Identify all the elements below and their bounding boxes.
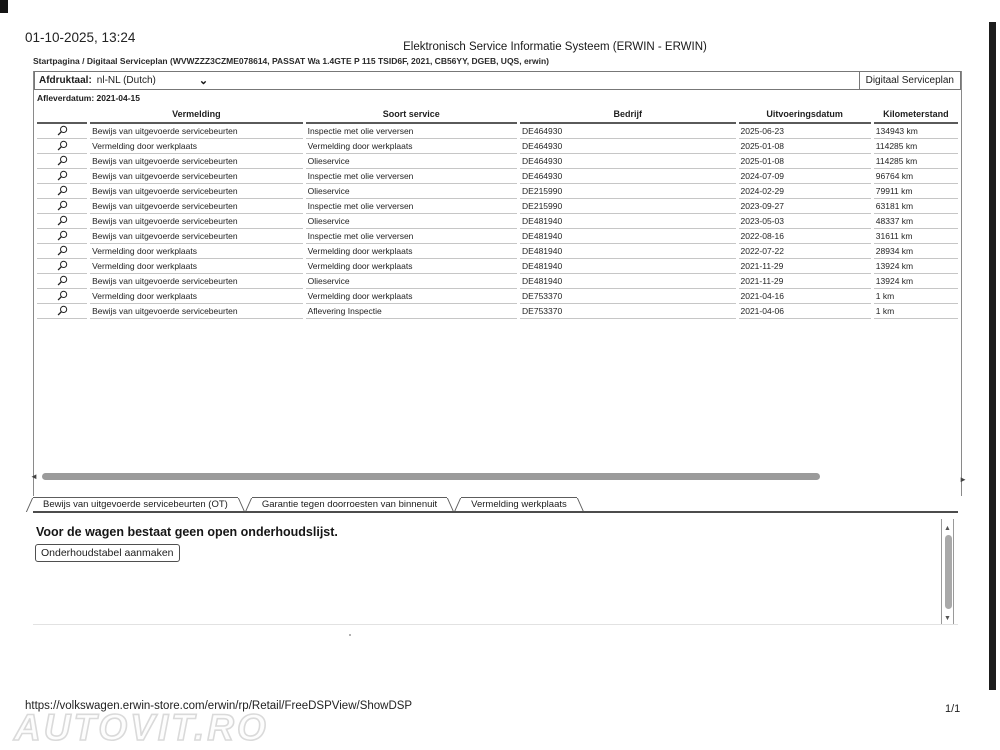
digital-serviceplan-title: Digitaal Serviceplan bbox=[859, 71, 961, 90]
row-action-cell bbox=[37, 244, 87, 259]
cell-vermelding: Bewijs van uitgevoerde servicebeurten bbox=[90, 274, 302, 289]
cell-soort-service: Vermelding door werkplaats bbox=[306, 289, 517, 304]
column-header-vermelding: Vermelding bbox=[90, 105, 302, 124]
row-action-cell bbox=[37, 274, 87, 289]
cell-vermelding: Bewijs van uitgevoerde servicebeurten bbox=[90, 154, 302, 169]
cell-bedrijf: DE481940 bbox=[520, 274, 735, 289]
cell-soort-service: Aflevering Inspectie bbox=[306, 304, 517, 319]
table-row bbox=[37, 244, 958, 259]
chevron-down-icon[interactable]: ⌄ bbox=[198, 74, 209, 87]
cell-bedrijf: DE464930 bbox=[520, 139, 735, 154]
row-action-cell bbox=[37, 304, 87, 319]
left-arrow-icon[interactable]: ◄ bbox=[30, 472, 38, 481]
row-action-cell bbox=[37, 229, 87, 244]
cell-vermelding: Vermelding door werkplaats bbox=[90, 289, 302, 304]
cell-soort-service: Olieservice bbox=[306, 274, 517, 289]
cell-uitvoeringsdatum: 2021-04-06 bbox=[739, 304, 871, 319]
cell-soort-service: Vermelding door werkplaats bbox=[306, 259, 517, 274]
cell-uitvoeringsdatum: 2024-07-09 bbox=[739, 169, 871, 184]
cell-bedrijf: DE464930 bbox=[520, 124, 735, 139]
magnifier-icon[interactable] bbox=[57, 290, 68, 301]
print-language-value: nl-NL (Dutch) bbox=[96, 75, 156, 86]
cell-soort-service: Inspectie met olie verversen bbox=[306, 124, 517, 139]
column-header-kilometerstand: Kilometerstand bbox=[874, 105, 958, 124]
horizontal-scrollbar-thumb[interactable] bbox=[42, 473, 820, 480]
magnifier-icon[interactable] bbox=[57, 245, 68, 256]
cell-vermelding: Vermelding door werkplaats bbox=[90, 244, 302, 259]
cell-kilometerstand: 31611 km bbox=[874, 229, 958, 244]
cell-vermelding: Bewijs van uitgevoerde servicebeurten bbox=[90, 214, 302, 229]
create-maintenance-table-button[interactable]: Onderhoudstabel aanmaken bbox=[35, 544, 180, 562]
print-language-bar bbox=[34, 71, 961, 90]
delivery-date-value: 2021-04-15 bbox=[96, 93, 141, 103]
magnifier-icon[interactable] bbox=[57, 215, 68, 226]
row-action-cell bbox=[37, 259, 87, 274]
no-open-maintenance-message: Voor de wagen bestaat geen open onderhoudslijst. bbox=[36, 525, 338, 539]
vertical-scrollbar-thumb[interactable] bbox=[945, 535, 952, 609]
cell-vermelding: Bewijs van uitgevoerde servicebeurten bbox=[90, 169, 302, 184]
column-header-icon bbox=[37, 105, 87, 124]
cell-uitvoeringsdatum: 2023-09-27 bbox=[739, 199, 871, 214]
table-row bbox=[37, 199, 958, 214]
cell-uitvoeringsdatum: 2025-01-08 bbox=[739, 154, 871, 169]
cell-soort-service: Olieservice bbox=[306, 214, 517, 229]
table-row bbox=[37, 169, 958, 184]
cell-uitvoeringsdatum: 2021-11-29 bbox=[739, 259, 871, 274]
breadcrumb: Startpagina / Digitaal Serviceplan (WVWZZZ3CZME078614, PASSAT Wa 1.4GTE P 115 TSID6F, 2021, CB56YY, DGEB, UQS, erwin) bbox=[33, 56, 549, 66]
cell-soort-service: Olieservice bbox=[306, 154, 517, 169]
table-row bbox=[37, 184, 958, 199]
service-table-body bbox=[37, 124, 958, 319]
magnifier-icon[interactable] bbox=[57, 260, 68, 271]
row-action-cell bbox=[37, 154, 87, 169]
row-action-cell bbox=[37, 199, 87, 214]
cell-kilometerstand: 1 km bbox=[874, 289, 958, 304]
tab-0-active[interactable] bbox=[33, 497, 238, 512]
cell-uitvoeringsdatum: 2025-06-23 bbox=[739, 124, 871, 139]
magnifier-icon[interactable] bbox=[57, 125, 68, 136]
row-action-cell bbox=[37, 139, 87, 154]
down-arrow-icon[interactable]: ▼ bbox=[944, 615, 951, 622]
bottom-tab-bar bbox=[33, 497, 591, 512]
cell-kilometerstand: 48337 km bbox=[874, 214, 958, 229]
cell-bedrijf: DE464930 bbox=[520, 154, 735, 169]
cell-vermelding: Bewijs van uitgevoerde servicebeurten bbox=[90, 229, 302, 244]
scan-speck bbox=[349, 634, 351, 636]
cell-uitvoeringsdatum: 2025-01-08 bbox=[739, 139, 871, 154]
cell-uitvoeringsdatum: 2022-07-22 bbox=[739, 244, 871, 259]
table-row bbox=[37, 154, 958, 169]
magnifier-icon[interactable] bbox=[57, 200, 68, 211]
cell-kilometerstand: 63181 km bbox=[874, 199, 958, 214]
main-content-frame bbox=[30, 71, 967, 496]
cell-bedrijf: DE464930 bbox=[520, 169, 735, 184]
cell-kilometerstand: 96764 km bbox=[874, 169, 958, 184]
cell-kilometerstand: 134943 km bbox=[874, 124, 958, 139]
cell-vermelding: Bewijs van uitgevoerde servicebeurten bbox=[90, 124, 302, 139]
cell-bedrijf: DE753370 bbox=[520, 289, 735, 304]
cell-bedrijf: DE215990 bbox=[520, 199, 735, 214]
cell-kilometerstand: 114285 km bbox=[874, 139, 958, 154]
up-arrow-icon[interactable]: ▲ bbox=[944, 525, 951, 532]
tab-1[interactable] bbox=[252, 497, 447, 512]
cell-soort-service: Inspectie met olie verversen bbox=[306, 229, 517, 244]
row-action-cell bbox=[37, 184, 87, 199]
magnifier-icon[interactable] bbox=[57, 305, 68, 316]
delivery-date-label: Afleverdatum: bbox=[37, 93, 95, 103]
magnifier-icon[interactable] bbox=[57, 185, 68, 196]
cell-bedrijf: DE753370 bbox=[520, 304, 735, 319]
column-header-bedrijf: Bedrijf bbox=[520, 105, 735, 124]
cell-soort-service: Inspectie met olie verversen bbox=[306, 169, 517, 184]
magnifier-icon[interactable] bbox=[57, 155, 68, 166]
cell-uitvoeringsdatum: 2021-04-16 bbox=[739, 289, 871, 304]
tab-label: Bewijs van uitgevoerde servicebeurten (OT) bbox=[43, 499, 228, 510]
cell-uitvoeringsdatum: 2024-02-29 bbox=[739, 184, 871, 199]
row-action-cell bbox=[37, 169, 87, 184]
cell-vermelding: Bewijs van uitgevoerde servicebeurten bbox=[90, 184, 302, 199]
cell-kilometerstand: 1 km bbox=[874, 304, 958, 319]
table-row bbox=[37, 274, 958, 289]
print-footer-url: https://volkswagen.erwin-store.com/erwin/rp/Retail/FreeDSPView/ShowDSP bbox=[25, 700, 413, 712]
table-row bbox=[37, 124, 958, 139]
cell-kilometerstand: 114285 km bbox=[874, 154, 958, 169]
cell-bedrijf: DE481940 bbox=[520, 229, 735, 244]
cell-vermelding: Bewijs van uitgevoerde servicebeurten bbox=[90, 199, 302, 214]
cell-kilometerstand: 28934 km bbox=[874, 244, 958, 259]
table-row bbox=[37, 304, 958, 319]
cell-bedrijf: DE481940 bbox=[520, 214, 735, 229]
page-number: 1/1 bbox=[945, 703, 961, 715]
table-row bbox=[37, 214, 958, 229]
tab-label: Vermelding werkplaats bbox=[471, 499, 567, 510]
tab-2[interactable] bbox=[461, 497, 577, 512]
table-row bbox=[37, 259, 958, 274]
cell-soort-service: Olieservice bbox=[306, 184, 517, 199]
table-row bbox=[37, 289, 958, 304]
column-header-uitvoeringsdatum: Uitvoeringsdatum bbox=[739, 105, 871, 124]
magnifier-icon[interactable] bbox=[57, 230, 68, 241]
cell-uitvoeringsdatum: 2023-05-03 bbox=[739, 214, 871, 229]
cell-uitvoeringsdatum: 2022-08-16 bbox=[739, 229, 871, 244]
magnifier-icon[interactable] bbox=[57, 170, 68, 181]
cell-bedrijf: DE481940 bbox=[520, 244, 735, 259]
tab-label: Garantie tegen doorroesten van binnenuit bbox=[261, 499, 438, 510]
cell-uitvoeringsdatum: 2021-11-29 bbox=[739, 274, 871, 289]
cell-bedrijf: DE481940 bbox=[520, 259, 735, 274]
cell-soort-service: Vermelding door werkplaats bbox=[306, 244, 517, 259]
cell-bedrijf: DE215990 bbox=[520, 184, 735, 199]
table-row bbox=[37, 139, 958, 154]
page-title: Elektronisch Service Informatie Systeem (ERWIN - ERWIN) bbox=[403, 41, 707, 53]
table-header-row bbox=[37, 105, 958, 124]
cell-soort-service: Inspectie met olie verversen bbox=[306, 199, 517, 214]
row-action-cell bbox=[37, 214, 87, 229]
vertical-scrollbar[interactable] bbox=[941, 519, 954, 624]
watermark: AUTOVIT.RO bbox=[14, 707, 269, 748]
cell-vermelding: Bewijs van uitgevoerde servicebeurten bbox=[90, 304, 302, 319]
cell-kilometerstand: 13924 km bbox=[874, 274, 958, 289]
print-language-label: Afdruktaal: bbox=[39, 75, 92, 86]
horizontal-scrollbar[interactable] bbox=[30, 471, 967, 484]
cell-kilometerstand: 79911 km bbox=[874, 184, 958, 199]
print-datetime: 01-10-2025, 13:24 bbox=[25, 30, 136, 45]
cell-kilometerstand: 13924 km bbox=[874, 259, 958, 274]
row-action-cell bbox=[37, 289, 87, 304]
cell-vermelding: Vermelding door werkplaats bbox=[90, 139, 302, 154]
service-history-table bbox=[34, 105, 961, 319]
right-arrow-icon[interactable]: ► bbox=[959, 475, 967, 484]
cell-soort-service: Vermelding door werkplaats bbox=[306, 139, 517, 154]
maintenance-panel bbox=[33, 513, 958, 625]
cell-vermelding: Vermelding door werkplaats bbox=[90, 259, 302, 274]
scan-edge-shadow bbox=[989, 22, 996, 690]
scan-corner-mark bbox=[0, 0, 8, 13]
row-action-cell bbox=[37, 124, 87, 139]
table-empty-space bbox=[34, 319, 961, 471]
delivery-date bbox=[34, 90, 961, 105]
magnifier-icon[interactable] bbox=[57, 140, 68, 151]
column-header-soort-service: Soort service bbox=[306, 105, 517, 124]
table-row bbox=[37, 229, 958, 244]
magnifier-icon[interactable] bbox=[57, 275, 68, 286]
print-language-dropdown[interactable] bbox=[35, 75, 208, 86]
